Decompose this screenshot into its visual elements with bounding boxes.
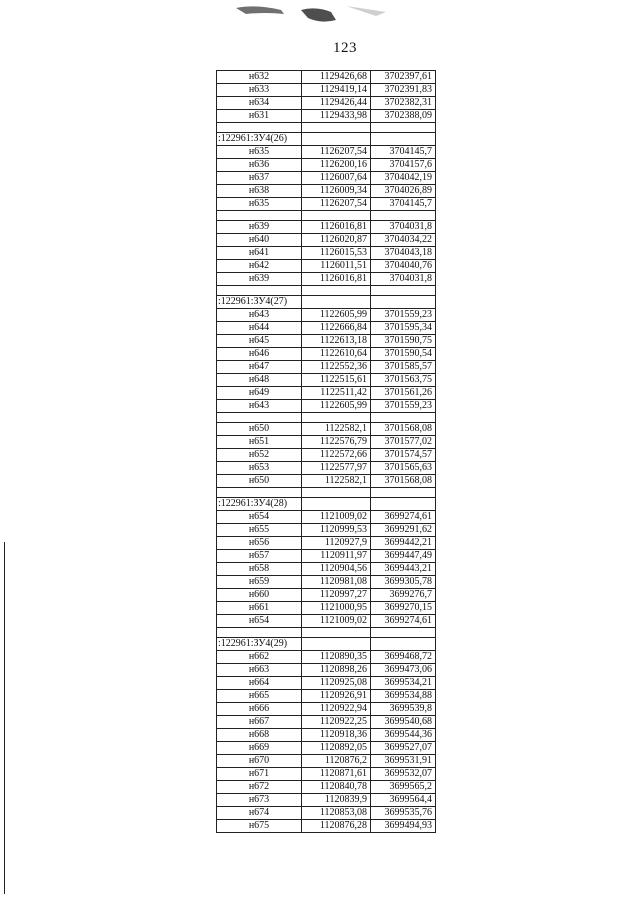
empty-cell [371, 638, 436, 651]
point-name-cell: н646 [217, 348, 302, 361]
empty-cell [302, 286, 371, 296]
point-name-cell: н645 [217, 335, 302, 348]
table-row [217, 185, 436, 198]
table-row [217, 651, 436, 664]
x-coordinate-cell: 1120922,94 [302, 703, 371, 716]
table-row [217, 807, 436, 820]
x-coordinate-cell: 1120871,61 [302, 768, 371, 781]
y-coordinate-cell: 3699535,76 [371, 807, 436, 820]
empty-cell [302, 211, 371, 221]
point-name-cell: н643 [217, 400, 302, 413]
empty-cell [302, 628, 371, 638]
point-name-cell: н642 [217, 260, 302, 273]
y-coordinate-cell: 3699274,61 [371, 615, 436, 628]
table-row [217, 387, 436, 400]
x-coordinate-cell: 1120918,36 [302, 729, 371, 742]
table-row [217, 361, 436, 374]
x-coordinate-cell: 1120926,91 [302, 690, 371, 703]
y-coordinate-cell: 3699442,21 [371, 537, 436, 550]
table-row [217, 71, 436, 84]
section-header-row [217, 498, 436, 511]
point-name-cell: н633 [217, 84, 302, 97]
empty-cell [217, 413, 302, 423]
section-label: :122961:ЗУ4(27) [217, 296, 302, 309]
y-coordinate-cell: 3704157,6 [371, 159, 436, 172]
empty-cell [217, 286, 302, 296]
x-coordinate-cell: 1126200,16 [302, 159, 371, 172]
y-coordinate-cell: 3699531,91 [371, 755, 436, 768]
empty-cell [371, 286, 436, 296]
x-coordinate-cell: 1120892,05 [302, 742, 371, 755]
y-coordinate-cell: 3699532,07 [371, 768, 436, 781]
x-coordinate-cell: 1126015,53 [302, 247, 371, 260]
table-row [217, 400, 436, 413]
point-name-cell: н668 [217, 729, 302, 742]
table-row [217, 664, 436, 677]
y-coordinate-cell: 3704034,22 [371, 234, 436, 247]
table-row [217, 198, 436, 211]
coordinate-table [216, 70, 436, 833]
y-coordinate-cell: 3702391,83 [371, 84, 436, 97]
empty-cell [302, 123, 371, 133]
blank-row [217, 413, 436, 423]
page-number: 123 [333, 40, 357, 56]
y-coordinate-cell: 3699270,15 [371, 602, 436, 615]
empty-cell [371, 296, 436, 309]
table-row [217, 576, 436, 589]
point-name-cell: н643 [217, 309, 302, 322]
x-coordinate-cell: 1120925,08 [302, 677, 371, 690]
empty-cell [302, 498, 371, 511]
point-name-cell: н655 [217, 524, 302, 537]
point-name-cell: н639 [217, 273, 302, 286]
empty-cell [302, 296, 371, 309]
section-header-row [217, 296, 436, 309]
x-coordinate-cell: 1122577,97 [302, 462, 371, 475]
table-row [217, 172, 436, 185]
empty-cell [302, 488, 371, 498]
empty-cell [302, 413, 371, 423]
point-name-cell: н663 [217, 664, 302, 677]
x-coordinate-cell: 1122515,61 [302, 374, 371, 387]
table-row [217, 794, 436, 807]
blank-row [217, 628, 436, 638]
table-row [217, 703, 436, 716]
point-name-cell: н650 [217, 475, 302, 488]
x-coordinate-cell: 1122605,99 [302, 309, 371, 322]
x-coordinate-cell: 1120999,53 [302, 524, 371, 537]
empty-cell [371, 498, 436, 511]
table-row [217, 260, 436, 273]
y-coordinate-cell: 3701590,75 [371, 335, 436, 348]
y-coordinate-cell: 3704040,76 [371, 260, 436, 273]
point-name-cell: н640 [217, 234, 302, 247]
point-name-cell: н635 [217, 198, 302, 211]
table-row [217, 602, 436, 615]
y-coordinate-cell: 3701585,57 [371, 361, 436, 374]
y-coordinate-cell: 3704145,7 [371, 198, 436, 211]
point-name-cell: н632 [217, 71, 302, 84]
point-name-cell: н658 [217, 563, 302, 576]
point-name-cell: н654 [217, 511, 302, 524]
table-row [217, 110, 436, 123]
table-row [217, 677, 436, 690]
empty-cell [217, 123, 302, 133]
y-coordinate-cell: 3699565,2 [371, 781, 436, 794]
table-row [217, 550, 436, 563]
y-coordinate-cell: 3699494,93 [371, 820, 436, 833]
x-coordinate-cell: 1120927,9 [302, 537, 371, 550]
table-row [217, 436, 436, 449]
x-coordinate-cell: 1126016,81 [302, 273, 371, 286]
point-name-cell: н650 [217, 423, 302, 436]
point-name-cell: н653 [217, 462, 302, 475]
point-name-cell: н657 [217, 550, 302, 563]
x-coordinate-cell: 1121000,95 [302, 602, 371, 615]
y-coordinate-cell: 3699534,88 [371, 690, 436, 703]
table-row [217, 146, 436, 159]
x-coordinate-cell: 1126007,64 [302, 172, 371, 185]
x-coordinate-cell: 1120840,78 [302, 781, 371, 794]
x-coordinate-cell: 1120890,35 [302, 651, 371, 664]
x-coordinate-cell: 1122610,64 [302, 348, 371, 361]
point-name-cell: н659 [217, 576, 302, 589]
table-row [217, 729, 436, 742]
y-coordinate-cell: 3701559,23 [371, 400, 436, 413]
empty-cell [217, 211, 302, 221]
empty-cell [371, 628, 436, 638]
empty-cell [217, 488, 302, 498]
blank-row [217, 286, 436, 296]
point-name-cell: н672 [217, 781, 302, 794]
y-coordinate-cell: 3701561,26 [371, 387, 436, 400]
section-label: :122961:ЗУ4(29) [217, 638, 302, 651]
point-name-cell: н664 [217, 677, 302, 690]
y-coordinate-cell: 3699473,06 [371, 664, 436, 677]
table-row [217, 589, 436, 602]
y-coordinate-cell: 3699468,72 [371, 651, 436, 664]
point-name-cell: н662 [217, 651, 302, 664]
table-row [217, 273, 436, 286]
table-row [217, 781, 436, 794]
x-coordinate-cell: 1122666,84 [302, 322, 371, 335]
x-coordinate-cell: 1126011,51 [302, 260, 371, 273]
point-name-cell: н636 [217, 159, 302, 172]
point-name-cell: н656 [217, 537, 302, 550]
point-name-cell: н673 [217, 794, 302, 807]
point-name-cell: н644 [217, 322, 302, 335]
x-coordinate-cell: 1120981,08 [302, 576, 371, 589]
y-coordinate-cell: 3699274,61 [371, 511, 436, 524]
point-name-cell: н639 [217, 221, 302, 234]
table-row [217, 755, 436, 768]
y-coordinate-cell: 3704026,89 [371, 185, 436, 198]
table-row [217, 820, 436, 833]
empty-cell [371, 488, 436, 498]
point-name-cell: н651 [217, 436, 302, 449]
y-coordinate-cell: 3701574,57 [371, 449, 436, 462]
y-coordinate-cell: 3701577,02 [371, 436, 436, 449]
table-row [217, 423, 436, 436]
point-name-cell: н660 [217, 589, 302, 602]
empty-cell [217, 628, 302, 638]
table-row [217, 690, 436, 703]
point-name-cell: н654 [217, 615, 302, 628]
x-coordinate-cell: 1120898,26 [302, 664, 371, 677]
point-name-cell: н671 [217, 768, 302, 781]
point-name-cell: н675 [217, 820, 302, 833]
section-header-row [217, 133, 436, 146]
y-coordinate-cell: 3704042,19 [371, 172, 436, 185]
table-row [217, 615, 436, 628]
table-row [217, 348, 436, 361]
point-name-cell: н634 [217, 97, 302, 110]
x-coordinate-cell: 1126016,81 [302, 221, 371, 234]
table-row [217, 716, 436, 729]
empty-cell [371, 211, 436, 221]
point-name-cell: н667 [217, 716, 302, 729]
x-coordinate-cell: 1120876,2 [302, 755, 371, 768]
y-coordinate-cell: 3704043,18 [371, 247, 436, 260]
x-coordinate-cell: 1126207,54 [302, 198, 371, 211]
x-coordinate-cell: 1122582,1 [302, 423, 371, 436]
y-coordinate-cell: 3699291,62 [371, 524, 436, 537]
y-coordinate-cell: 3704145,7 [371, 146, 436, 159]
table-row [217, 462, 436, 475]
x-coordinate-cell: 1121009,02 [302, 615, 371, 628]
point-name-cell: н637 [217, 172, 302, 185]
y-coordinate-cell: 3699305,78 [371, 576, 436, 589]
table-row [217, 84, 436, 97]
y-coordinate-cell: 3699443,21 [371, 563, 436, 576]
table-row [217, 97, 436, 110]
y-coordinate-cell: 3699540,68 [371, 716, 436, 729]
x-coordinate-cell: 1120922,25 [302, 716, 371, 729]
x-coordinate-cell: 1122511,42 [302, 387, 371, 400]
x-coordinate-cell: 1126020,87 [302, 234, 371, 247]
x-coordinate-cell: 1120853,08 [302, 807, 371, 820]
point-name-cell: н638 [217, 185, 302, 198]
y-coordinate-cell: 3701568,08 [371, 475, 436, 488]
table-row [217, 374, 436, 387]
section-label: :122961:ЗУ4(26) [217, 133, 302, 146]
y-coordinate-cell: 3699539,8 [371, 703, 436, 716]
x-coordinate-cell: 1122605,99 [302, 400, 371, 413]
table-row [217, 563, 436, 576]
table-row [217, 537, 436, 550]
point-name-cell: н661 [217, 602, 302, 615]
x-coordinate-cell: 1120997,27 [302, 589, 371, 602]
point-name-cell: н648 [217, 374, 302, 387]
empty-cell [371, 123, 436, 133]
table-row [217, 247, 436, 260]
point-name-cell: н652 [217, 449, 302, 462]
x-coordinate-cell: 1122576,79 [302, 436, 371, 449]
x-coordinate-cell: 1120911,97 [302, 550, 371, 563]
x-coordinate-cell: 1122552,36 [302, 361, 371, 374]
y-coordinate-cell: 3699527,07 [371, 742, 436, 755]
x-coordinate-cell: 1129426,44 [302, 97, 371, 110]
x-coordinate-cell: 1126009,34 [302, 185, 371, 198]
blank-row [217, 123, 436, 133]
point-name-cell: н665 [217, 690, 302, 703]
x-coordinate-cell: 1122572,66 [302, 449, 371, 462]
y-coordinate-cell: 3701563,75 [371, 374, 436, 387]
x-coordinate-cell: 1129433,98 [302, 110, 371, 123]
y-coordinate-cell: 3699447,49 [371, 550, 436, 563]
section-label: :122961:ЗУ4(28) [217, 498, 302, 511]
x-coordinate-cell: 1122613,18 [302, 335, 371, 348]
empty-cell [302, 638, 371, 651]
point-name-cell: н669 [217, 742, 302, 755]
table-row [217, 234, 436, 247]
table-row [217, 475, 436, 488]
x-coordinate-cell: 1120839,9 [302, 794, 371, 807]
table-row [217, 511, 436, 524]
y-coordinate-cell: 3701595,34 [371, 322, 436, 335]
x-coordinate-cell: 1120904,56 [302, 563, 371, 576]
table-row [217, 449, 436, 462]
y-coordinate-cell: 3699544,36 [371, 729, 436, 742]
point-name-cell: н670 [217, 755, 302, 768]
table-row [217, 768, 436, 781]
table-row [217, 221, 436, 234]
x-coordinate-cell: 1129419,14 [302, 84, 371, 97]
y-coordinate-cell: 3699276,7 [371, 589, 436, 602]
x-coordinate-cell: 1121009,02 [302, 511, 371, 524]
x-coordinate-cell: 1126207,54 [302, 146, 371, 159]
point-name-cell: н666 [217, 703, 302, 716]
point-name-cell: н635 [217, 146, 302, 159]
y-coordinate-cell: 3701559,23 [371, 309, 436, 322]
scan-margin-line [4, 542, 5, 894]
empty-cell [302, 133, 371, 146]
x-coordinate-cell: 1122582,1 [302, 475, 371, 488]
y-coordinate-cell: 3701590,54 [371, 348, 436, 361]
table-row [217, 335, 436, 348]
x-coordinate-cell: 1129426,68 [302, 71, 371, 84]
y-coordinate-cell: 3701568,08 [371, 423, 436, 436]
blank-row [217, 211, 436, 221]
table-row [217, 524, 436, 537]
point-name-cell: н649 [217, 387, 302, 400]
point-name-cell: н641 [217, 247, 302, 260]
section-header-row [217, 638, 436, 651]
y-coordinate-cell: 3699534,21 [371, 677, 436, 690]
empty-cell [371, 133, 436, 146]
empty-cell [371, 413, 436, 423]
y-coordinate-cell: 3704031,8 [371, 273, 436, 286]
y-coordinate-cell: 3702388,09 [371, 110, 436, 123]
point-name-cell: н631 [217, 110, 302, 123]
blank-row [217, 488, 436, 498]
point-name-cell: н674 [217, 807, 302, 820]
table-row [217, 159, 436, 172]
y-coordinate-cell: 3704031,8 [371, 221, 436, 234]
y-coordinate-cell: 3699564,4 [371, 794, 436, 807]
table-row [217, 322, 436, 335]
point-name-cell: н647 [217, 361, 302, 374]
x-coordinate-cell: 1120876,28 [302, 820, 371, 833]
table-row [217, 742, 436, 755]
y-coordinate-cell: 3701565,63 [371, 462, 436, 475]
table-row [217, 309, 436, 322]
y-coordinate-cell: 3702397,61 [371, 71, 436, 84]
y-coordinate-cell: 3702382,31 [371, 97, 436, 110]
